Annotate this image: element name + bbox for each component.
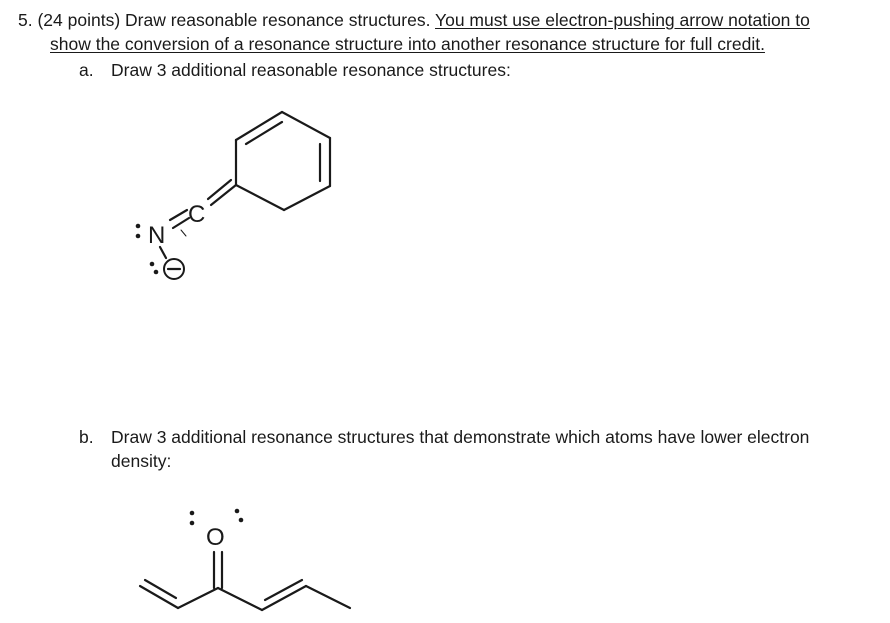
molecule-b [140, 509, 350, 610]
exocyclic-bond-1 [211, 185, 236, 205]
lone-pair-dot [239, 518, 244, 523]
part-a-letter: a. [79, 60, 94, 80]
lone-pair-dot [154, 270, 159, 275]
instruction-line-2: show the conversion of a resonance structure into another resonance structure for full credit. [50, 34, 765, 54]
nc-bond-1 [170, 210, 187, 220]
molecule-a [136, 112, 330, 279]
oxygen-atom: O [206, 524, 225, 551]
part-b-letter: b. [79, 427, 94, 447]
part-b-text-line-1: Draw 3 additional resonance structures that demonstrate which atoms have lower electron [111, 427, 810, 447]
ring-bond-5 [284, 186, 330, 210]
ring-double-bond-inner-1 [246, 122, 282, 144]
chain-bond-3 [218, 588, 262, 610]
question-points: (24 points) Draw reasonable resonance structures. [37, 10, 431, 30]
chain-bond-1 [178, 588, 218, 608]
part-a-text: Draw 3 additional reasonable resonance structures: [111, 60, 511, 80]
carbon-atom: C [188, 201, 206, 228]
lone-pair-dot [136, 224, 141, 229]
chain-double-bond-inner-1 [145, 580, 176, 598]
lone-pair-dot [150, 262, 155, 267]
question-number: 5. [18, 10, 33, 30]
exocyclic-bond-2 [208, 180, 231, 199]
lone-pair-dot [136, 234, 141, 239]
instruction-line-1: You must use electron-pushing arrow notation to [435, 10, 810, 30]
chain-bond-5 [306, 586, 350, 608]
lone-pair-dot [190, 511, 195, 516]
lone-pair-dot [235, 509, 240, 514]
nc-bond-2 [173, 218, 189, 228]
lone-pair-dot [190, 521, 195, 526]
nitrogen-atom: N [148, 222, 166, 249]
ring-bond-3 [282, 112, 330, 138]
arrow-mark [181, 230, 186, 236]
ring-bond-6 [236, 185, 284, 210]
part-b-text-line-2: density: [111, 451, 172, 471]
